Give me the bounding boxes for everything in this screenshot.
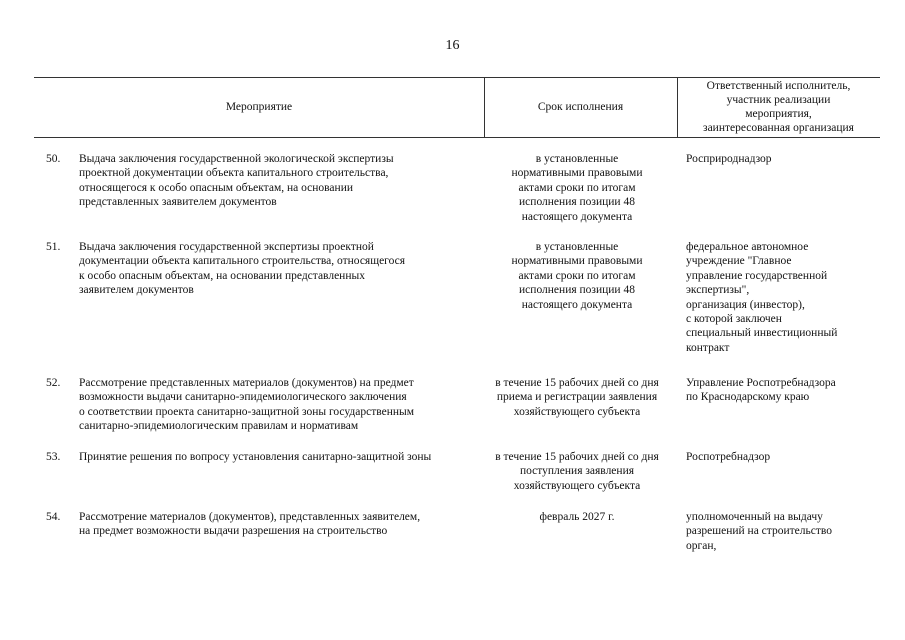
row-number: 53. (46, 451, 61, 463)
row-term: в установленные нормативными правовыми актами сроки по итогам исполнения позиции 48 настоящего документа (511, 241, 643, 311)
table-header-bottom-rule (34, 137, 880, 138)
header-task: Мероприятие (225, 101, 293, 113)
table-top-rule (34, 77, 880, 78)
row-responsible: Росприроднадзор (686, 153, 772, 165)
page-number: 16 (445, 38, 460, 53)
header-term: Срок исполнения (537, 101, 624, 113)
row-term: в течение 15 рабочих дней со дня приема и регистрации заявления хозяйствующего субъекта (495, 377, 659, 418)
row-task: Принятие решения по вопросу установления санитарно-защитной зоны (79, 451, 432, 463)
row-task: Выдача заключения государственной экспертизы проектной документации объекта капитального строительства, относящегося к особо опасным объектам, на основании представленных заявителем документов (79, 241, 406, 297)
row-task: Рассмотрение материалов (документов), представленных заявителем, на предмет возможности выдачи разрешения на строительство (79, 511, 421, 538)
header-responsible: Ответственный исполнитель, участник реализации мероприятия, заинтересованная организация (703, 80, 854, 134)
row-number: 52. (46, 377, 61, 389)
row-responsible: федеральное автономное учреждение "Главное управление государственной экспертизы", организация (инвестор), с которой заключен специальный инвестиционный контракт (686, 241, 838, 354)
row-task: Рассмотрение представленных материалов (документов) на предмет возможности выдачи санитарно-эпидемиологического заключения о соответствии проекта санитарно-защитной зоны государственным санитарно-эпидемиологическим правилам и нормативам (79, 377, 415, 433)
row-responsible: Управление Роспотребнадзора по Краснодарскому краю (686, 377, 836, 404)
row-responsible: Роспотребнадзор (686, 451, 771, 463)
row-term: в течение 15 рабочих дней со дня поступления заявления хозяйствующего субъекта (495, 451, 659, 492)
row-number: 50. (46, 153, 61, 165)
row-number: 51. (46, 241, 61, 253)
row-number: 54. (46, 511, 61, 523)
row-term: февраль 2027 г. (539, 511, 615, 523)
row-task: Выдача заключения государственной экологической экспертизы проектной документации объекта капитального строительства, относящегося к особо опасным объектам, на основании представленных заявителем документов (79, 153, 394, 209)
row-term: в установленные нормативными правовыми актами сроки по итогам исполнения позиции 48 настоящего документа (511, 153, 643, 223)
row-responsible: уполномоченный на выдачу разрешений на строительство орган, (686, 511, 832, 552)
